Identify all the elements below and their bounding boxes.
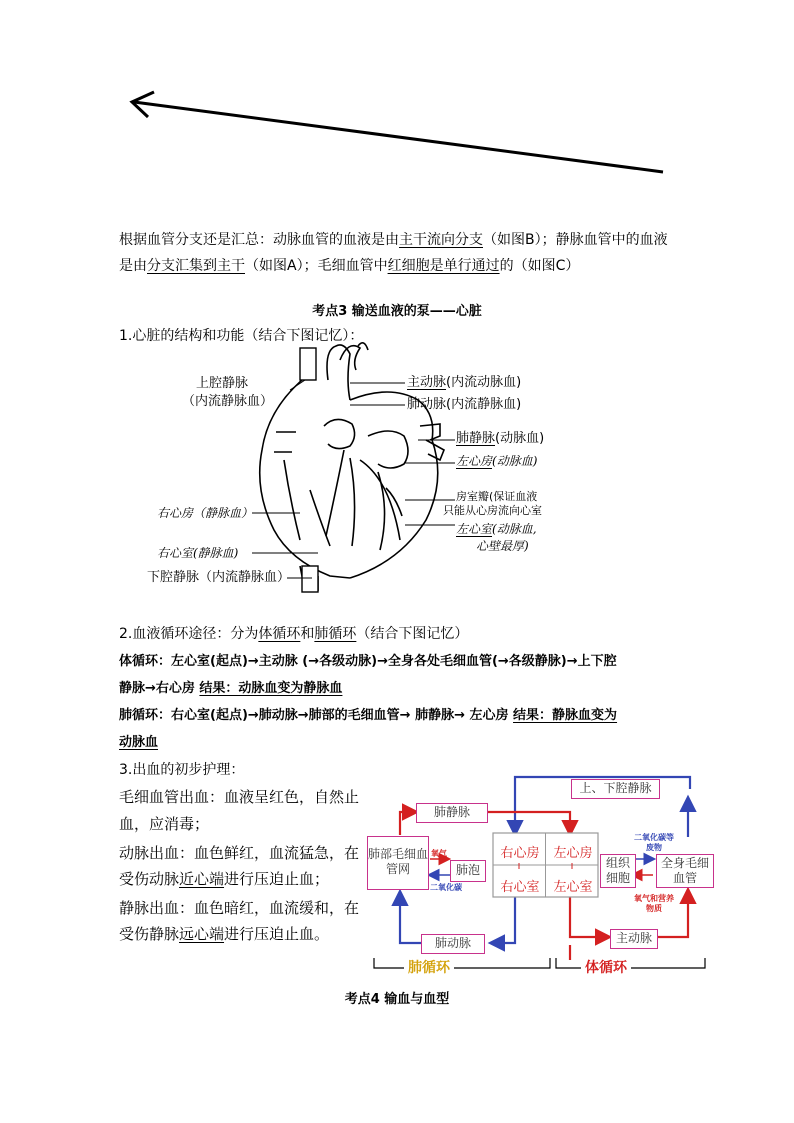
summary-line-1: 根据血管分支还是汇总：动脉血管的血液是由主干流向分支（如图B）；静脉血管中的血液: [119, 232, 668, 248]
bleeding-art-1: 动脉出血：血色鲜红，血流猛急，在: [119, 844, 360, 862]
systemic-line-2: 静脉→右心房 结果：动脉血变为静脉血: [119, 681, 343, 696]
systemic-circulation-label: 体循环: [581, 957, 631, 977]
bleeding-cap-2: 血，应消毒；: [119, 815, 210, 833]
label-rv: 右心室(静脉血): [157, 546, 239, 560]
bleeding-vein-1: 静脉出血：血色暗红，血流缓和，在: [119, 899, 360, 917]
pulmonary-line-1: 肺循环：右心室(起点)→肺动脉→肺部的毛细血管→ 肺静脉→ 左心房 结果：静脉血变为: [119, 708, 618, 723]
chamber-lv: 左心室: [553, 880, 593, 895]
label-co2: 二氧化碳: [430, 883, 462, 892]
label-valve-2: 只能从心房流向心室: [443, 504, 542, 517]
box-pulmonary-artery: 肺动脉: [421, 934, 485, 954]
label-o2-nutrients: 氧气和营养物质: [634, 894, 674, 913]
arrow-lv-to-aorta: [570, 897, 608, 937]
circulation-intro: 2.血液循环途径：分为体循环和肺循环（结合下图记忆）: [119, 626, 469, 642]
bleeding-art-2: 受伤动脉近心端进行压迫止血；: [119, 870, 330, 888]
label-co2-waste: 二氧化碳等废物: [634, 833, 674, 852]
label-lv-note: 心壁最厚): [476, 539, 529, 553]
topic3-title: 考点3 输送血液的泵——心脏: [312, 304, 482, 319]
pulmonary-line-2: 动脉血: [119, 735, 159, 750]
systemic-line-1: 体循环：左心室(起点)→主动脉 (→各级动脉)→全身各处毛细血管(→各级静脉)→上下腔: [119, 654, 617, 669]
box-tissue-cells: 组织细胞: [600, 854, 636, 888]
box-lung-capillaries: 肺部毛细血管网: [367, 836, 429, 890]
box-body-capillaries: 全身毛细血管: [656, 854, 714, 888]
label-svc-note: （内流静脉血）: [182, 394, 274, 409]
arrow-rv-to-pa: [492, 897, 515, 943]
arrow-pv-to-la: [488, 812, 570, 833]
bleeding-vein-2: 受伤静脉远心端进行压迫止血。: [119, 925, 330, 943]
label-svc: 上腔静脉: [196, 376, 249, 391]
chamber-la: 左心房: [553, 846, 593, 861]
box-vena-cava: 上、下腔静脉: [571, 779, 660, 799]
label-la: 左心房(动脉血): [456, 454, 538, 468]
pulmonary-circulation-label: 肺循环: [404, 957, 454, 977]
chamber-rv: 右心室: [500, 880, 540, 895]
box-pulmonary-vein: 肺静脉: [416, 803, 488, 823]
summary-line-2: 是由分支汇集到主干（如图A）；毛细血管中红细胞是单行通过的（如图C）: [119, 258, 580, 274]
chamber-ra: 右心房: [500, 846, 540, 861]
label-ra: 右心房（静脉血）: [157, 506, 254, 520]
arrow-lung-to-pv: [400, 812, 415, 835]
label-aorta: 主动脉(内流动脉血): [407, 375, 522, 390]
label-valve-1: 房室瓣(保证血液: [456, 490, 538, 503]
box-aorta: 主动脉: [610, 929, 658, 949]
label-pa: 肺动脉(内流静脉血): [407, 397, 522, 412]
topic4-title: 考点4 输血与血型: [344, 992, 450, 1007]
box-alveoli: 肺泡: [450, 860, 486, 882]
heart-intro: 1.心脏的结构和功能（结合下图记忆）：: [119, 328, 364, 344]
label-ivc: 下腔静脉（内流静脉血）: [147, 570, 291, 585]
bleeding-intro: 3.出血的初步护理：: [119, 762, 245, 778]
label-lv: 左心室(动脉血,: [456, 522, 537, 536]
bleeding-cap-1: 毛细血管出血：血液呈红色，自然止: [119, 788, 360, 806]
arrow-pa-to-lung: [400, 893, 422, 943]
label-oxygen: 氧气: [431, 849, 447, 858]
label-pv: 肺静脉(动脉血): [456, 431, 545, 446]
